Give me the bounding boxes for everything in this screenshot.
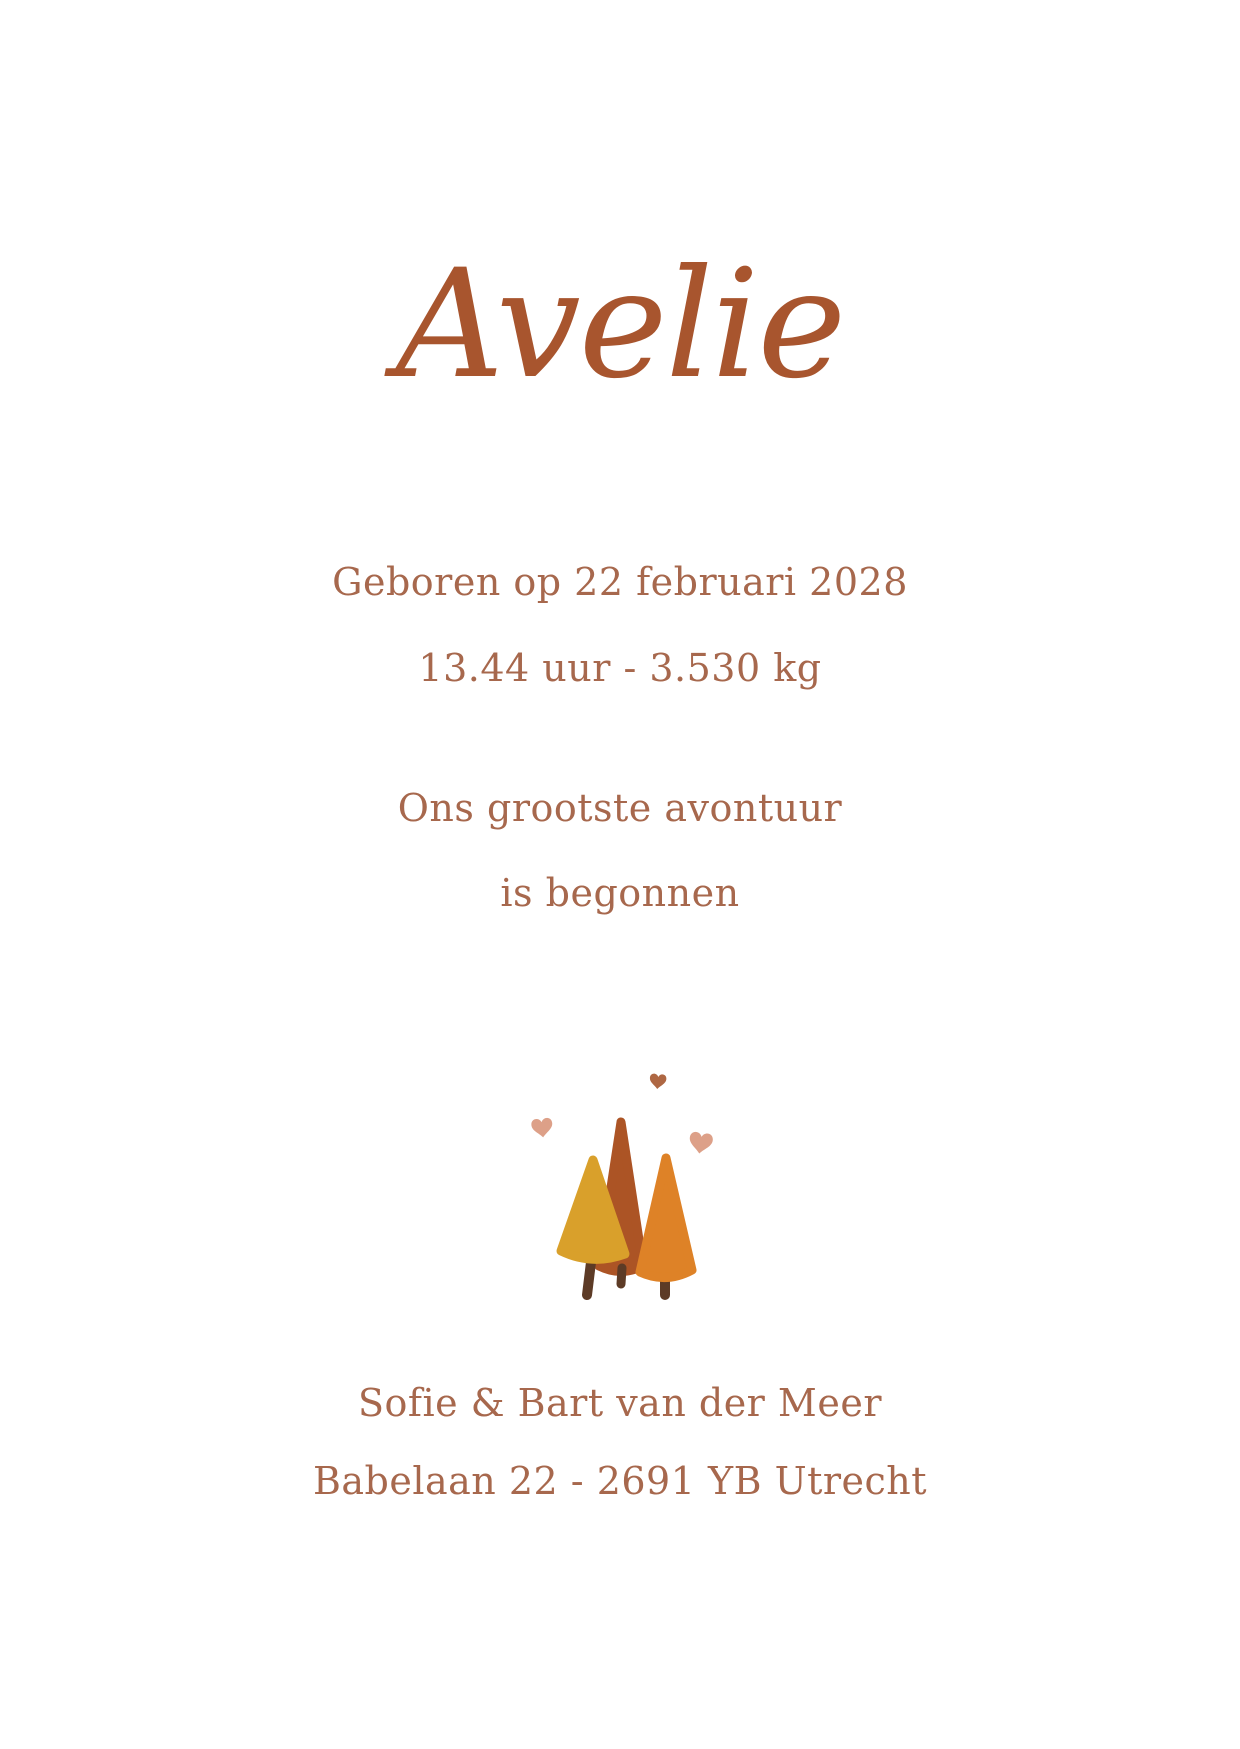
trees-illustration	[480, 1050, 760, 1310]
rust-tree-trunk-icon	[621, 1268, 622, 1284]
orange-tree-icon	[640, 1158, 692, 1278]
tagline-line-1: Ons grootste avontuur	[397, 786, 843, 830]
birth-date-line: Geboren op 22 februari 2028	[332, 560, 908, 604]
heart-dark-icon	[649, 1073, 667, 1089]
heart-light-left-icon	[531, 1117, 554, 1138]
heart-light-right-icon	[688, 1131, 714, 1155]
trees-hearts-svg	[480, 1050, 760, 1310]
baby-name: Avelie	[395, 238, 845, 412]
address-line: Babelaan 22 - 2691 YB Utrecht	[312, 1459, 928, 1503]
parents-names-line: Sofie & Bart van der Meer	[358, 1381, 882, 1425]
birth-time-weight-line: 13.44 uur - 3.530 kg	[418, 646, 822, 690]
tagline-line-2: is begonnen	[500, 871, 740, 915]
